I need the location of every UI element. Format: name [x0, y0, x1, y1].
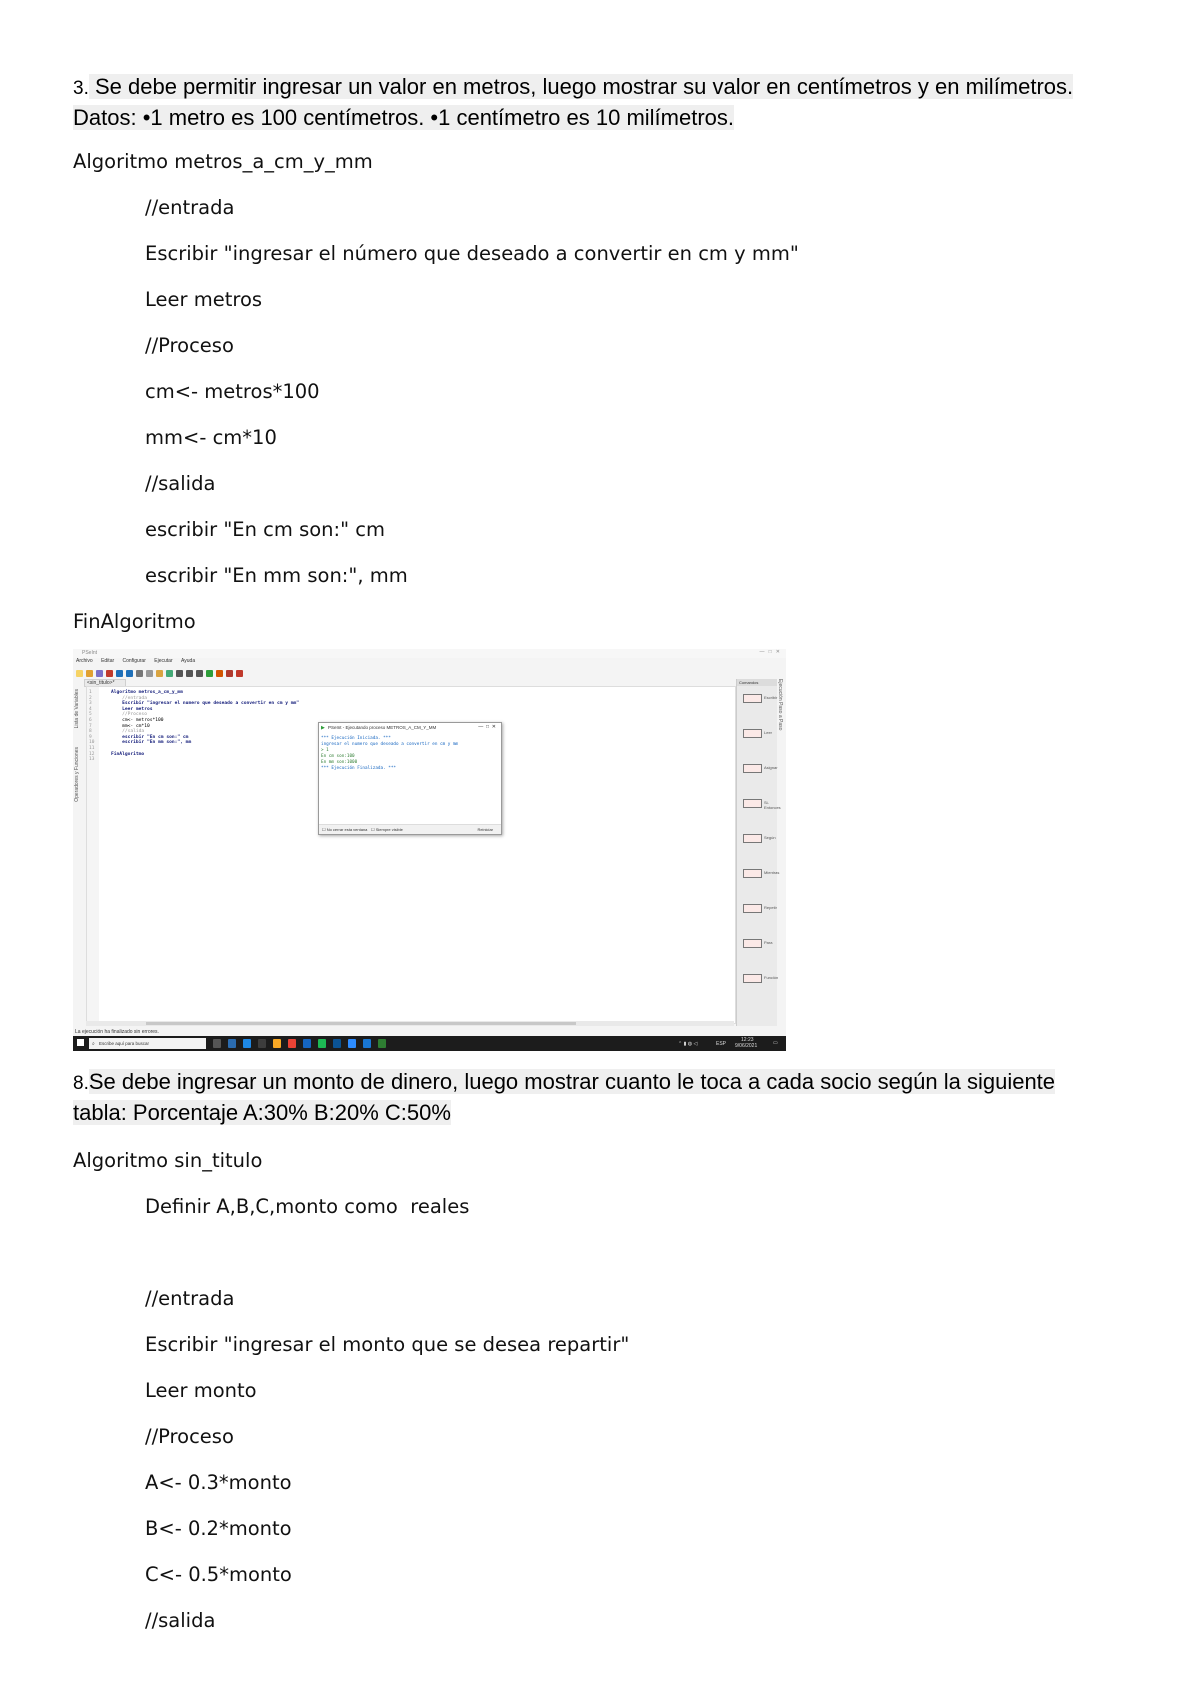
- editor-code-line: Escribir "ingresar el numero que deseado a convertir en cm y mm": [111, 701, 300, 707]
- horizontal-scrollbar[interactable]: [86, 1021, 734, 1026]
- command-label: Si-Entonces: [764, 800, 781, 810]
- mail-icon[interactable]: [228, 1039, 236, 1048]
- console-line: En cm son:100: [321, 754, 355, 759]
- editor-code-line: Leer metros: [111, 706, 153, 712]
- flowchart-icon[interactable]: [226, 670, 233, 677]
- app-icon[interactable]: [303, 1039, 311, 1048]
- editor-code-line: //Proceso: [111, 712, 147, 718]
- language-indicator[interactable]: ESP: [716, 1041, 727, 1047]
- help-icon[interactable]: [236, 670, 243, 677]
- exercise-table-line: tabla: Porcentaje A:30% B:20% C:50%: [73, 1100, 451, 1125]
- clock-date[interactable]: 9/06/2021: [735, 1043, 758, 1049]
- commands-panel-header: Comandos: [737, 679, 777, 686]
- editor-code-line: escribir "En mm son:", mm: [111, 740, 192, 746]
- line-number: 3: [89, 701, 92, 707]
- redo-icon[interactable]: [126, 670, 133, 677]
- toolbar: [73, 667, 786, 679]
- exercise-number: 8.: [73, 1073, 89, 1094]
- code-line: //salida: [145, 1609, 216, 1632]
- code-line: Escribir "ingresar el número que deseado a convertir en cm y mm": [145, 242, 799, 265]
- command-shape-icon: [743, 869, 762, 878]
- edge-icon[interactable]: [243, 1039, 251, 1048]
- command-8[interactable]: [743, 936, 777, 948]
- command-2[interactable]: [743, 726, 777, 738]
- save-icon[interactable]: [96, 670, 103, 677]
- algorithm-header: Algoritmo sin_titulo: [73, 1149, 263, 1172]
- menu-editar[interactable]: Editar: [101, 658, 115, 664]
- exercise-number: 3.: [73, 78, 89, 99]
- command-shape-icon: [743, 904, 762, 913]
- window-title: PSeInt: [82, 650, 98, 656]
- line-number: 7: [89, 723, 92, 729]
- command-shape-icon: [743, 729, 762, 738]
- code-line: A<- 0.3*monto: [145, 1471, 292, 1494]
- search-icon[interactable]: [176, 670, 183, 677]
- editor-code-line: //salida: [111, 729, 145, 735]
- code-line: //salida: [145, 472, 216, 495]
- execution-dialog: [318, 722, 502, 835]
- left-side-tabs: [74, 685, 84, 805]
- console-line: *** Ejecución Iniciada. ***: [321, 736, 391, 741]
- zoom-icon[interactable]: [348, 1039, 356, 1048]
- window-controls[interactable]: — □ ✕: [759, 649, 780, 655]
- status-bar: La ejecución ha finalizado sin errores.: [75, 1029, 159, 1035]
- command-shape-icon: [743, 799, 762, 808]
- console-line: En mm son:1000: [321, 760, 358, 765]
- pseint-screenshot: [73, 649, 786, 1051]
- line-number: 5: [89, 712, 92, 718]
- window-titlebar: [73, 649, 786, 658]
- cut-icon[interactable]: [136, 670, 143, 677]
- command-label: Escribir: [764, 695, 778, 700]
- command-label: Función: [764, 975, 779, 980]
- code-line: B<- 0.2*monto: [145, 1517, 292, 1540]
- exercise-8-statement: [73, 1067, 1133, 1127]
- copy-icon[interactable]: [146, 670, 153, 677]
- exercise-text: Se debe permitir ingresar un valor en metros, luego mostrar su valor en centímetros y en milímetros.: [88, 74, 1074, 99]
- command-label: Repetir: [764, 905, 777, 910]
- console-line: ingresar el numero que deseado a convertir en cm y mm: [321, 742, 459, 747]
- command-label: Mientras: [764, 870, 780, 875]
- undo-icon[interactable]: [116, 670, 123, 677]
- paste-icon[interactable]: [156, 670, 163, 677]
- line-number: 13: [89, 757, 95, 763]
- command-7[interactable]: [743, 901, 777, 913]
- command-1[interactable]: [743, 691, 777, 703]
- dialog-title: PSeInt - Ejecutando proceso METROS_A_CM_Y_MM: [328, 725, 437, 730]
- save-as-icon[interactable]: [106, 670, 113, 677]
- new-file-icon[interactable]: [76, 670, 83, 677]
- command-label: Leer: [764, 730, 773, 735]
- editor-tab[interactable]: <sin_titulo>*: [84, 679, 126, 687]
- command-shape-icon: [743, 694, 762, 703]
- command-shape-icon: [743, 939, 762, 948]
- step-icon[interactable]: [216, 670, 223, 677]
- editor-code-line: Algoritmo metros_a_cm_y_mm: [111, 690, 183, 695]
- editor-code-line: mm<- cm*10: [111, 723, 150, 729]
- code-line: cm<- metros*100: [145, 380, 320, 403]
- command-shape-icon: [743, 764, 762, 773]
- clock-time[interactable]: 12:23: [741, 1037, 754, 1043]
- taskbar-search[interactable]: ⌕ Escribe aquí para buscar: [89, 1038, 206, 1049]
- line-number: 6: [89, 718, 92, 723]
- no-close-checkbox[interactable]: ☐ No cerrar esta ventana: [322, 827, 368, 832]
- notification-icon[interactable]: ▭: [773, 1040, 778, 1046]
- explorer-icon[interactable]: [273, 1039, 281, 1048]
- code-line: mm<- cm*10: [145, 426, 277, 449]
- code-line: escribir "En mm son:", mm: [145, 564, 408, 587]
- algorithm-end: FinAlgoritmo: [73, 610, 196, 633]
- line-number: 2: [89, 695, 92, 701]
- editor-code-line: //entrada: [111, 695, 147, 701]
- indent-icon[interactable]: [166, 670, 173, 677]
- line-number: 4: [89, 706, 92, 712]
- command-6[interactable]: [743, 866, 780, 878]
- code-line: //Proceso: [145, 334, 234, 357]
- algorithm-header: Algoritmo metros_a_cm_y_mm: [73, 150, 373, 173]
- line-number: 9: [89, 734, 92, 740]
- exercise-text: Se debe ingresar un monto de dinero, luego mostrar cuanto le toca a cada socio según la siguiente: [88, 1069, 1056, 1094]
- task-view-icon[interactable]: [213, 1039, 221, 1048]
- spotify-icon[interactable]: [318, 1039, 326, 1048]
- command-label: Asignar: [764, 765, 778, 770]
- command-4[interactable]: [743, 796, 781, 810]
- code-line: Definir A,B,C,monto como reales: [145, 1195, 470, 1218]
- restart-button[interactable]: Reiniciar: [477, 827, 493, 832]
- menu-archivo[interactable]: Archivo: [76, 658, 93, 664]
- line-number: 12: [89, 751, 95, 757]
- menu-bar: [73, 658, 786, 666]
- command-shape-icon: [743, 834, 762, 843]
- run-icon[interactable]: [206, 670, 213, 677]
- tab-operators[interactable]: Operadores y Funciones: [74, 747, 80, 802]
- command-label: Para: [764, 940, 773, 945]
- code-line: //entrada: [145, 1287, 235, 1310]
- dialog-titlebar: [319, 723, 501, 733]
- exercise-3-statement: [73, 72, 1133, 132]
- command-5[interactable]: [743, 831, 777, 843]
- editor-code-line: cm<- metros*100: [111, 718, 164, 723]
- line-number: 8: [89, 729, 92, 735]
- code-line: //Proceso: [145, 1425, 234, 1448]
- code-line: C<- 0.5*monto: [145, 1563, 292, 1586]
- line-number: 1: [89, 690, 92, 695]
- open-icon[interactable]: [86, 670, 93, 677]
- system-tray-icons[interactable]: ⌃ ▮ ◍ ◁: [678, 1041, 698, 1047]
- search-icon: ⌕: [92, 1041, 95, 1047]
- command-label: Según: [764, 835, 776, 840]
- app-icon[interactable]: [363, 1039, 371, 1048]
- line-number: 10: [89, 740, 95, 746]
- menu-ejecutar[interactable]: Ejecutar: [154, 658, 173, 664]
- command-shape-icon: [743, 974, 762, 983]
- dialog-controls[interactable]: — □ ✕: [478, 724, 496, 730]
- dialog-footer: [319, 824, 501, 834]
- menu-ayuda[interactable]: Ayuda: [181, 658, 196, 664]
- editor-code-line: FinAlgoritmo: [111, 751, 145, 757]
- pseint-icon[interactable]: [378, 1039, 386, 1048]
- command-9[interactable]: [743, 971, 777, 983]
- app-icon[interactable]: [333, 1039, 341, 1048]
- console-line: *** Ejecución Finalizada. ***: [321, 766, 397, 771]
- chrome-icon[interactable]: [288, 1039, 296, 1048]
- menu-configurar[interactable]: Configurar: [122, 658, 146, 664]
- step-by-step-tab[interactable]: Ejecución Paso a Paso: [777, 679, 783, 731]
- always-visible-checkbox[interactable]: ☐ Siempre visible: [371, 827, 403, 832]
- tab-variables[interactable]: Lista de Variables: [74, 689, 80, 729]
- command-3[interactable]: [743, 761, 777, 773]
- editor-code-line: escribir "En cm son:" cm: [111, 734, 189, 740]
- exercise-data-line: Datos: •1 metro es 100 centímetros. •1 centímetro es 10 milímetros.: [73, 105, 734, 130]
- find-next-icon[interactable]: [186, 670, 193, 677]
- replace-icon[interactable]: [196, 670, 203, 677]
- line-number: 11: [89, 746, 95, 751]
- code-line: //entrada: [145, 196, 235, 219]
- windows-taskbar: [73, 1036, 786, 1051]
- code-line: escribir "En cm son:" cm: [145, 518, 385, 541]
- console-line: > 1: [321, 748, 329, 753]
- code-line: Leer metros: [145, 288, 263, 311]
- store-icon[interactable]: [258, 1039, 266, 1048]
- code-line: Leer monto: [145, 1379, 257, 1402]
- code-line: Escribir "ingresar el monto que se desea repartir": [145, 1333, 630, 1356]
- windows-start-icon[interactable]: [77, 1039, 84, 1046]
- run-icon: ▶: [321, 725, 325, 731]
